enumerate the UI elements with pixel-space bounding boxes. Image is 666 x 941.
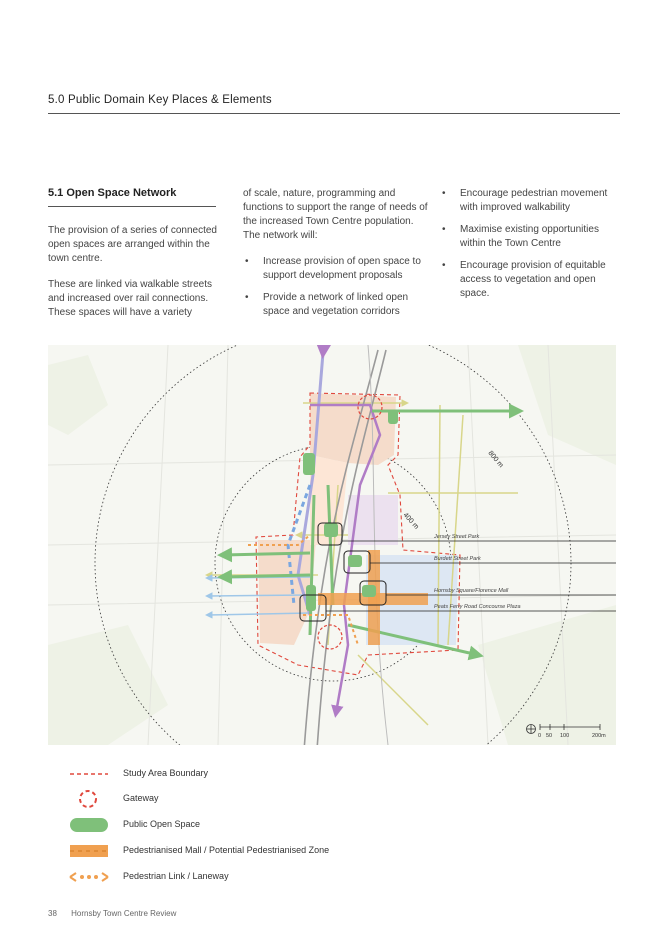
open-space [362, 585, 376, 597]
legend-item-gateway [68, 790, 398, 808]
scale-tick-label: 50 [546, 733, 553, 739]
green-link [223, 553, 310, 555]
green-pill-icon [68, 816, 112, 834]
bullet-item: • Maximise existing opportunities within the Town Centre [440, 223, 620, 251]
page-footer [48, 909, 176, 918]
open-space [303, 453, 315, 475]
scale-tick-label: 100 [560, 733, 570, 739]
callout-label: Peats Ferry Road Concourse Plaza [434, 604, 521, 610]
callout-label: Hornsby Square/Florence Mall [434, 588, 509, 594]
page-number: 38 [48, 909, 57, 918]
orange-bar-icon [68, 842, 112, 860]
bullet-item: • Provide a network of linked open space and vegetation corridors [243, 291, 428, 319]
north-arrow-icon [527, 725, 536, 734]
network-paragraph: of scale, nature, programming and functions to support the range of needs of the increased Town Centre population. The network will: [243, 188, 428, 241]
section-rule [48, 113, 620, 114]
section-title: 5.0 Public Domain Key Places & Elements [48, 94, 272, 106]
dashed-red-circle-icon [68, 790, 112, 808]
bullet-item: • Encourage provision of equitable access to vegetation and open space. [440, 259, 620, 301]
legend-item-pedestrian-link [68, 868, 398, 886]
callout-label: Burdett Street Park [434, 556, 481, 562]
legend-label: Public Open Space [123, 819, 201, 829]
open-space [388, 410, 398, 424]
green-link [223, 575, 310, 577]
network-bullets-1 [243, 255, 428, 327]
scale-tick-label: 0 [538, 733, 542, 739]
legend-item-study-area [68, 765, 398, 783]
open-space [324, 523, 338, 537]
network-bullets-2 [440, 187, 620, 309]
open-space-network-map [48, 345, 616, 745]
links-paragraph: These are linked via walkable streets and increased over rail connections. These spaces will have a variety [48, 279, 212, 318]
ring-label-800m: 800 m [486, 449, 505, 470]
bullet-item: • Increase provision of open space to support development proposals [243, 255, 428, 283]
open-space [306, 585, 316, 611]
bullet-item: • Encourage pedestrian movement with improved walkability [440, 187, 620, 215]
ring-label-400m: 400 m [401, 511, 420, 531]
orange-dotted-arrow-icon [68, 868, 112, 886]
document-title: Hornsby Town Centre Review [71, 909, 177, 918]
callout-label: Jersey Street Park [434, 534, 480, 540]
legend-label: Study Area Boundary [123, 768, 209, 778]
legend-label: Gateway [123, 793, 159, 803]
dashed-red-line-icon [68, 765, 112, 783]
subsection-rule [48, 206, 216, 207]
blue-link [208, 595, 310, 596]
legend-label: Pedestrianised Mall / Potential Pedestrianised Zone [123, 845, 330, 855]
legend-label: Pedestrian Link / Laneway [123, 871, 229, 881]
intro-paragraph: The provision of a series of connected open spaces are arranged within the town centre. [48, 225, 217, 264]
legend-item-mall [68, 842, 398, 860]
open-space [348, 555, 362, 567]
subsection-title: 5.1 Open Space Network [48, 187, 177, 199]
legend-item-open-space [68, 816, 398, 834]
scale-tick-label: 200m [592, 733, 606, 739]
